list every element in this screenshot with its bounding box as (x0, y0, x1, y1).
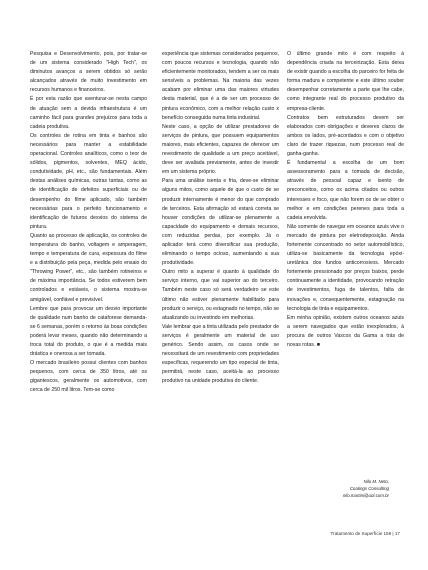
paragraph: Contratos bem estruturados devem ser elaborados com obrigações e deveres claros de ambos os lados, pré-acordados e com o objetivo claro de trazer riquezas, num processo real de ganha-ganha. (287, 114, 404, 158)
paragraph: experiência que sistemas considerados pequenos, com poucos recursos e tecnologia, quando não eficientemente monitorados, tendem a ser os mais sensíveis a problemas. Na maioria das vezes acabam por eliminar uma das maiores virtudes desta material, que é a de ser um processo de pintura econômico, com a melhor relação custo x benefício conseguida numa tinta industrial. (162, 51, 279, 121)
article-column-1 (30, 50, 147, 396)
paragraph: Para uma análise isenta e fria, deve-se eliminar alguns mitos, como aquele de que o custo de se produzir internamente é menor do que comprado de terceiros. Esta afirmação só estará correta se houver condições de utilizar-se plenamente a capacidade do equipamento e demais recursos, com reduzidas perdas, por exemplo. Já o aplicador terá como diversificar sua produção, eliminando o tempo ocioso, aumentando a sua produtividade. (162, 178, 279, 267)
author-company: Coatings Consulting (349, 486, 389, 491)
paragraph: Não somente de navegar em oceanos azuis vive o mercado de pintura por eletrodeposição. Ainda fortemente concentrado no setor automobilístico, utiliza-se basicamente da tecnologia epóxi-uretânica dos fundos anticorrosivos. Mercado fortemente pressionado por preços baixos, perde continuamente a identidade, provocando retração de investimentos, fuga de talentos, falta de inovações e, consequentemente, estagnação na tecnologia de tinta e equipamentos. (287, 223, 404, 312)
paragraph: É fundamental a escolha de um bom assessoramento para a tomada de decisão, através de pessoal capaz e isento de preconceitos, como os acima citados ou outros interesses e foco, que não forem os de se obter o melhor e em condições perenes para toda a cadeia envolvida. (287, 160, 404, 221)
author-email: nilo.martini@uol.com.br (342, 493, 389, 498)
page-footer: Tratamento de Superfície 159 | 17 (330, 531, 400, 536)
author-name: Nilo M. Neto, (363, 479, 389, 484)
article-column-2 (162, 50, 279, 386)
paragraph: O último grande mito é com respeito à dependência criada na terceirização. Esta deixa de existir quando a escolha do parceiro for feita de forma madura e competente e este último souber desempenhar corretamente a parte que lhe cabe, como integrante real do processo produtivo da empresa-cliente. (287, 51, 404, 112)
article-column-3 (287, 50, 404, 350)
paragraph: Lembre que para provocar um desvio importante de qualidade num banho de cataforese demanda-se 6 semanas, porém o retorno às boas condições poderá levar meses, quando não determinando a troca total do produto, o que é a medida mais drástica e onerosa a ser tomada. (30, 305, 147, 358)
paragraph: Outro mito a superar é quanto à qualidade do serviço interno, que vai superior ao do terceiro. Também neste caso só será verdadeiro se este último não estiver plenamente habilitado para produzir o serviço, ou estagnado no tempo, não se atualizando ou investindo em melhorias. (162, 269, 279, 321)
author-signature (343, 478, 389, 499)
paragraph: Quanto ao processo de aplicação, os controles de temperatura do banho, voltagem e amperagem, tempo e temperatura de cura, espessura do filme e a distribuição pela peça, medida pelo ensaio do "Throwing Power", etc., são também rotineiros e de máxima importância. Se todos estiverem bem controlados e estáveis, o sistema mostra-se amigável, confiável e previsível. (30, 232, 147, 303)
paragraph: O mercado brasileiro possui clientes com banhos pequenos, com cerca de 350 litros, até os gigantescos, geralmente os automotivos, com cerca de 250 mil litros. Tem-se como (30, 360, 147, 394)
paragraph: Os controles de rotina em tinta e banhos são necessários para manter a estabilidade operacional. Controles analíticos, como o teor de sólidos, pigmentos, solventes, MEQ ácido, condutividade, pH, etc., são fundamentais. Além destas análises químicas, outras tantas, como as de identificação de defeitos superficiais ou de desempenho do filme aplicado, são também necessárias para o perfeito funcionamento e identificação de futuros desvios do sistema de pintura. (30, 132, 147, 230)
paragraph: Neste caso, a opção de utilizar prestadores de serviços de pintura, que possuem equipamentos maiores, mais eficientes, capazes de oferecer um revestimento de qualidade a um preço aceitável, deve ser avaliada previamente, antes de investir em um sistema próprio. (162, 123, 279, 176)
paragraph: Pesquisa e Desenvolvimento, pois, por tratar-se de um sistema considerado "High Tech", os diminutos avanços a serem obtidos só serão alcançados através de muito investimento em recursos humanos e financeiros. (30, 51, 147, 94)
paragraph: Vale lembrar que a tinta utilizada pelo prestador de serviços é geralmente um material de uso genérico. Sendo assim, os casos onde se necessitará de um revestimento com propriedades específicas, requerendo um tipo especial de tinta, permitirá, neste caso, aceitá-la ao processo produtivo na unidade produtiva do cliente. (162, 323, 279, 385)
paragraph: Em minha opinião, existem outros oceanos azuis a serem navegados que estão inexplorados, à procura de outros Vascos da Gama a trás de novas rotas. ■ (287, 314, 404, 348)
paragraph: É por esta razão que aventurar-se nesta campo de atuação sem a devida infraestrutura é um caminho fácil para grandes prejuízos para toda a cadeia produtiva. (30, 96, 147, 130)
